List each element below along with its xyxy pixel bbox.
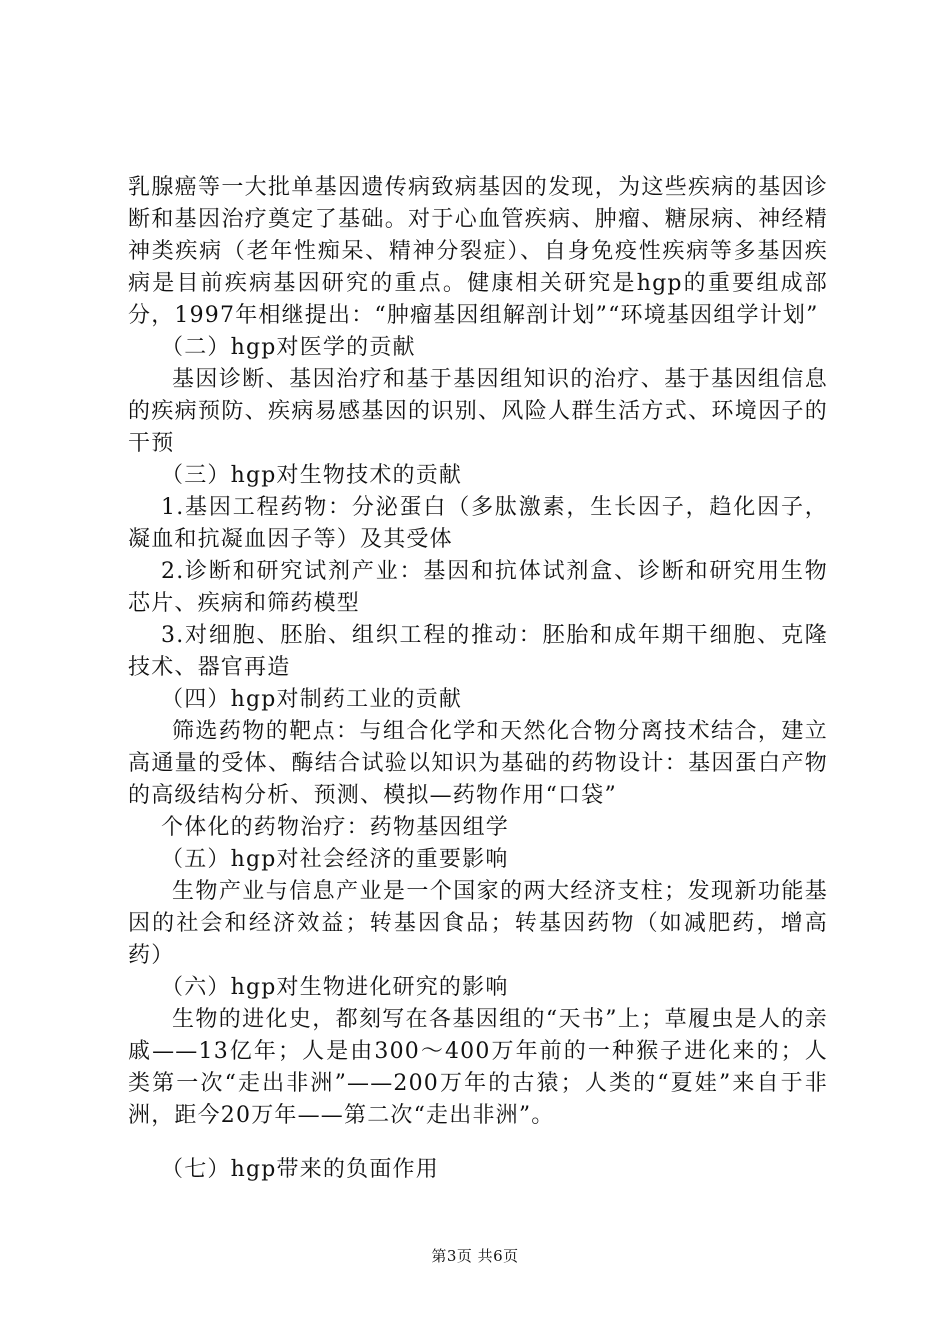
paragraph-biotech-item-1: 1.基因工程药物：分泌蛋白（多肽激素，生长因子，趋化因子，凝血和抗凝血因子等）及其受体 (128, 495, 828, 552)
heading-biotech-contribution: （三）hgp对生物技术的贡献 (161, 463, 463, 488)
paragraph-pharma-targets: 筛选药物的靶点：与组合化学和天然化合物分离技术结合，建立高通量的受体、酶结合试验以知识为基础的药物设计：基因蛋白产物的高级结构分析、预测、模拟—药物作用“口袋” (128, 719, 828, 808)
document-body (128, 172, 828, 1186)
paragraph-evolution: 生物的进化史，都刻写在各基因组的“天书”上；草履虫是人的亲戚——13亿年；人是由300～400万年前的一种猴子进化来的；人类第一次“走出非洲”——200万年的古猿；人类的“夏娃”来自于非洲，距今20万年——第二次“走出非洲”。 (128, 1007, 828, 1128)
heading-economy-impact: （五）hgp对社会经济的重要影响 (161, 847, 509, 872)
heading-evolution-impact: （六）hgp对生物进化研究的影响 (161, 975, 509, 1000)
paragraph-biotech-item-2: 2.诊断和研究试剂产业：基因和抗体试剂盒、诊断和研究用生物芯片、疾病和筛药模型 (128, 559, 828, 616)
heading-pharma-contribution: （四）hgp对制药工业的贡献 (161, 687, 463, 712)
heading-negative-effects: （七）hgp带来的负面作用 (161, 1157, 439, 1182)
paragraph-gene-discovery: 乳腺癌等一大批单基因遗传病致病基因的发现，为这些疾病的基因诊断和基因治疗奠定了基础。对于心血管疾病、肿瘤、糖尿病、神经精神类疾病（老年性痴呆、精神分裂症）、自身免疫性疾病等多基因疾病是目前疾病基因研究的重点。健康相关研究是hgp的重要组成部分，1997年相继提出：“肿瘤基因组解剖计划”“环境基因组学计划” (128, 175, 828, 328)
paragraph-medicine: 基因诊断、基因治疗和基于基因组知识的治疗、基于基因组信息的疾病预防、疾病易感基因的识别、风险人群生活方式、环境因子的干预 (128, 367, 828, 456)
paragraph-economy: 生物产业与信息产业是一个国家的两大经济支柱；发现新功能基因的社会和经济效益；转基因食品；转基因药物（如减肥药，增高药） (128, 879, 828, 968)
heading-medicine-contribution: （二）hgp对医学的贡献 (161, 335, 416, 360)
paragraph-biotech-item-3: 3.对细胞、胚胎、组织工程的推动：胚胎和成年期干细胞、克隆技术、器官再造 (128, 623, 828, 680)
paragraph-pharma-individual: 个体化的药物治疗：药物基因组学 (161, 815, 510, 840)
page-number-footer: 第3页 共6页 (431, 1247, 519, 1265)
